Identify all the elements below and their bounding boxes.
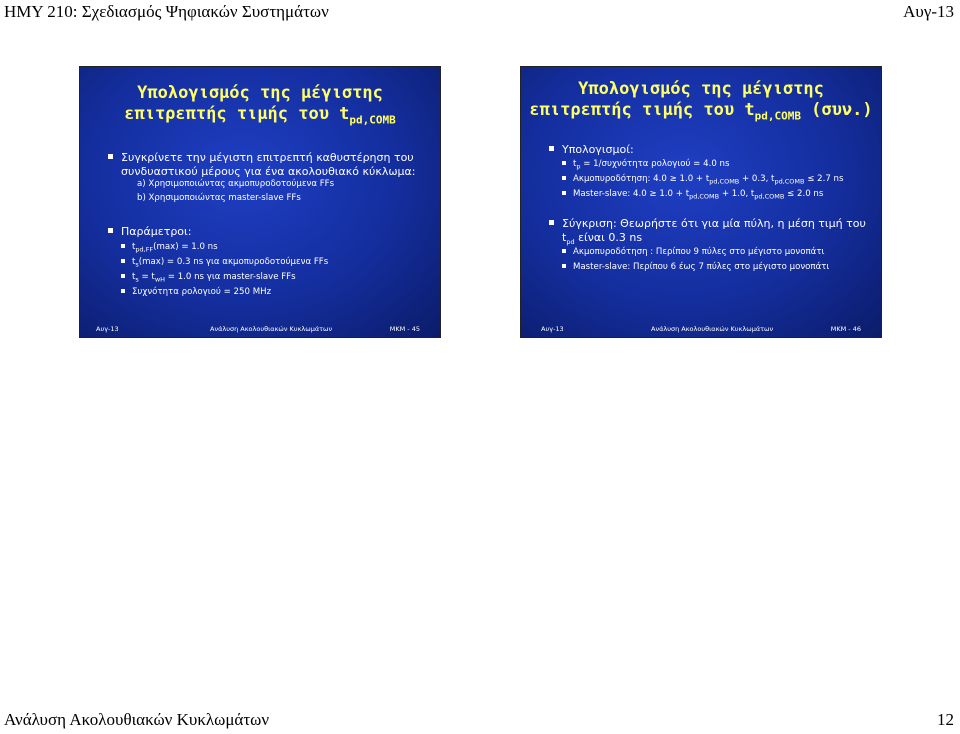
page-header-course: ΗΜΥ 210: Σχεδιασμός Ψηφιακών Συστημάτων: [4, 2, 329, 21]
slide-46: [520, 66, 882, 338]
calc-master-slave: Master-slave: $4.0 \ge 1.0 + t_{pd,COMB} + 1.0$, $t_{pd,COMB} \le 2.0$ ns: [562, 189, 823, 201]
square-bullet-icon: [562, 249, 566, 253]
slide-45: [79, 66, 441, 338]
slide-footer-page: MKM - 45: [389, 325, 420, 333]
compare-master-slave: Master-slave: Περίπου 6 έως 7 πύλες στο μέγιστο μονοπάτι: [562, 262, 829, 272]
title-line-2: επιτρεπτής τιμής του $t_{pd,COMB}$ (συν.): [529, 100, 873, 123]
title-line-2: επιτρεπτής τιμής του $t_{pd,COMB}$: [124, 104, 396, 127]
sub-b: b) Χρησιμοποιώντας master-slave FFs: [137, 193, 301, 203]
square-bullet-icon: [108, 228, 113, 233]
title-line-1: Υπολογισμός της μέγιστης: [578, 79, 824, 99]
slide-footer-page: MKM - 46: [830, 325, 861, 333]
square-bullet-icon: [108, 154, 113, 159]
square-bullet-icon: [549, 146, 554, 151]
sub-a: a) Χρησιμοποιώντας ακμοπυροδοτούμενα FFs: [137, 179, 335, 189]
compare-edge-triggered: Ακμοπυροδότηση : Περίπου 9 πύλες στο μέγιστο μονοπάτι: [562, 247, 824, 257]
bullet-calculations: Υπολογισμοί:: [549, 143, 634, 156]
calc-edge-triggered: Ακμοπυροδότηση: $4.0 \ge 1.0 + t_{pd,COMB} + 0.3$, $t_{pd,COMB} \le 2.7$ ns: [562, 174, 843, 186]
square-bullet-icon: [121, 289, 125, 293]
page-footer-number: 12: [937, 710, 954, 729]
square-bullet-icon: [121, 274, 125, 278]
square-bullet-icon: [562, 191, 566, 195]
bullet-comparison-cont: $t_{pd}$ είναι 0.3 ns: [562, 231, 643, 247]
param-ts-twh: $t_s = t_{wH} = 1.0$ ns για master-slave FFs: [121, 272, 296, 284]
bullet-compare: Συγκρίνετε την μέγιστη επιτρεπτή καθυστέρηση του: [108, 151, 414, 164]
slide-footer-date: Αυγ-13: [541, 325, 564, 333]
param-ts: $t_s(\max) = 0.3$ ns για ακμοπυροδοτούμενα FFs: [121, 257, 328, 269]
square-bullet-icon: [121, 244, 125, 248]
bullet-comparison: Σύγκριση: Θεωρήστε ότι για μία πύλη, η μέση τιμή του: [549, 217, 866, 230]
slide-title: [521, 79, 881, 126]
slide-footer-date: Αυγ-13: [96, 325, 119, 333]
slide-footer-title: Ανάλυση Ακολουθιακών Κυκλωμάτων: [210, 325, 333, 333]
bullet-parameters: Παράμετροι:: [108, 225, 191, 238]
square-bullet-icon: [562, 264, 566, 268]
page-header-date: Αυγ-13: [903, 2, 954, 21]
page-footer-title: Ανάλυση Ακολουθιακών Κυκλωμάτων: [4, 710, 270, 729]
title-line-1: Υπολογισμός της μέγιστης: [137, 83, 383, 103]
square-bullet-icon: [549, 220, 554, 225]
square-bullet-icon: [121, 259, 125, 263]
calc-tp: $t_p = 1/\sigma\upsilon\chi\nu ό\tau\eta\tau\alpha$ ρολογιού = 4.0 ns: [562, 159, 729, 171]
slide-title: [80, 83, 440, 130]
square-bullet-icon: [562, 161, 566, 165]
param-tpdff: $t_{pd,FF}(\max) = 1.0$ ns: [121, 242, 218, 254]
slide-footer-title: Ανάλυση Ακολουθιακών Κυκλωμάτων: [651, 325, 774, 333]
square-bullet-icon: [562, 176, 566, 180]
param-clock: Συχνότητα ρολογιού = 250 MHz: [121, 287, 271, 297]
bullet-compare-cont: συνδυαστικού μέρους για ένα ακολουθιακό κύκλωμα:: [121, 165, 416, 178]
